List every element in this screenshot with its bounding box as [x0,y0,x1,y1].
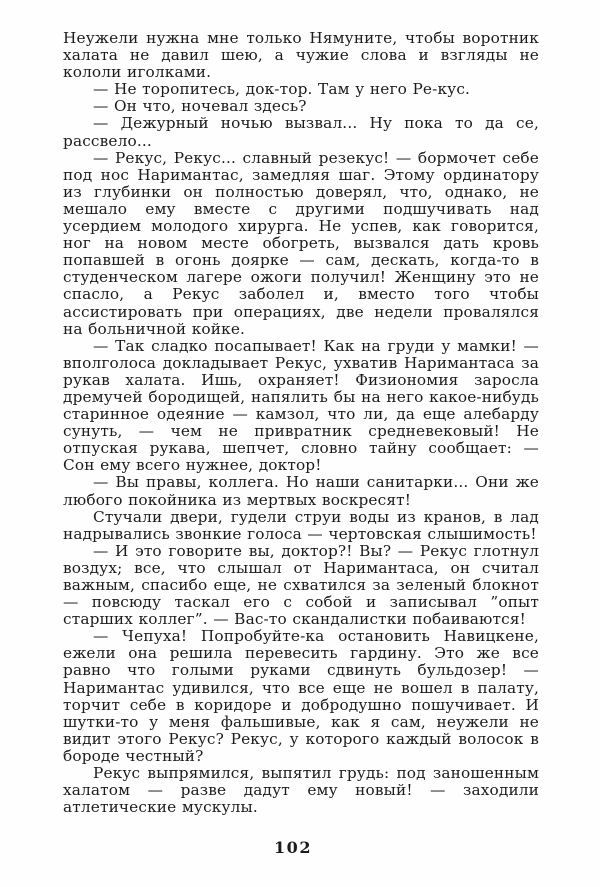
paragraph: Рекус выпрямился, выпятил грудь: под заношенным халатом — разве дадут ему новый! — заходили атлетические мускулы. [63,764,539,817]
paragraph: — И это говорите вы, доктор?! Вы? — Рекус глотнул воздух; все, что слышал от Наримантаса, он считал важным, спасибо еще, не схватился за зеленый блокнот — повсюду таскал его с собой и записывал ”опыт старших коллег”. — Вас-то скандалистки побаиваются! [63,541,539,629]
paragraph: Неужели нужна мне только Нямуните, чтобы воротник халата не давил шею, а чужие слова и взгляды не кололи иголками. [63,29,539,82]
paragraph: Стучали двери, гудели струи воды из кранов, в лад надрывались звонкие голоса — чертовская слышимость! [63,507,539,543]
paragraph: — Рекус, Рекус... славный резекус! — бормочет себе под нос Наримантас, замедляя шаг. Этому ординатору из глубинки он полностью доверял, что, однако, не мешало ему вместе с другими подшучивать над усердием молодого хирурга. Не успев, как говорится, ног на новом месте обогреть, вызвался дать кровь попавшей в огонь доярке — сам, дескать, когда-то в студенческом лагере ожоги получил! Женщину это не спасло, а Рекус заболел и, вместо того чтобы ассистировать при операциях, две недели провалялся на больничной койке. [63,148,539,338]
page-number: 102 [274,838,312,857]
paragraph: — Дежурный ночью вызвал... Ну пока то да се, рассвело... [63,114,539,150]
paragraph: — Вы правы, коллега. Но наши санитарки... Они же любого покойника из мертвых воскресят! [63,473,539,509]
paragraph: — Он что, ночевал здесь? [93,97,307,116]
paragraph: — Чепуха! Попробуйте-ка остановить Навицкене, ежели она решила перевесить гардину. Это же все равно что голыми руками сдвинуть бульдозер! — Наримантас удивился, что все еще не вошел в палату, торчит себе в коридоре и добродушно пошучивает. И шутки-то у меня фальшивые, как я сам, неужели не видит этого Рекус? Рекус, у которого каждый волосок в бороде честный? [63,627,539,765]
text-block [63,30,539,816]
paragraph: — Так сладко посапывает! Как на груди у мамки! — вполголоса докладывает Рекус, ухватив Наримантаса за рукав халата. Ишь, охраняет! Физиономия заросла дремучей бородищей, напялить бы на него какое-нибудь старинное одеяние — камзол, что ли, да еще алебарду сунуть, — чем не привратник средневековый! Не отпуская рукава, шепчет, словно тайну сообщает: — Сон ему всего нужнее, доктор! [63,336,539,475]
paragraph: — Не торопитесь, док-тор. Там у него Ре-кус. [93,80,471,99]
